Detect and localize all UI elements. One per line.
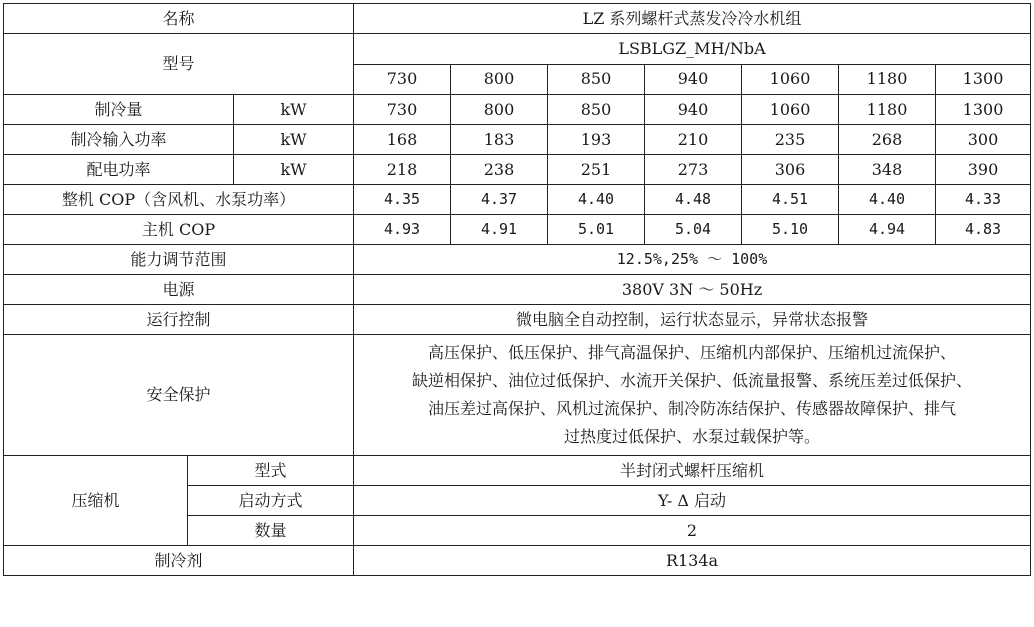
row-unit: kW <box>234 95 354 125</box>
row-value: 168 <box>354 125 451 155</box>
row-value: 4.35 <box>354 185 451 215</box>
row-value: 235 <box>742 125 839 155</box>
row-label: 安全保护 <box>4 335 354 456</box>
row-value: 300 <box>936 125 1031 155</box>
row-label: 启动方式 <box>188 486 354 516</box>
row-value: 4.91 <box>451 215 548 245</box>
model-variant: 1180 <box>839 64 936 95</box>
row-value: 4.33 <box>936 185 1031 215</box>
row-value: 4.83 <box>936 215 1031 245</box>
power-supply-value: 380V 3N ～ 50Hz <box>354 275 1031 305</box>
row-value: 238 <box>451 155 548 185</box>
row-value: 183 <box>451 125 548 155</box>
title-label: 名称 <box>4 4 354 34</box>
power-supply-row <box>4 275 1031 305</box>
input-power-row <box>4 125 1031 155</box>
safety-line: 过热度过低保护、水泵过载保护等。 <box>564 427 821 446</box>
compressor-type-row <box>4 456 1031 486</box>
title-value: LZ 系列螺杆式蒸发冷冷水机组 <box>354 4 1031 34</box>
row-label: 制冷输入功率 <box>4 125 234 155</box>
row-value: 800 <box>451 95 548 125</box>
row-unit: kW <box>234 155 354 185</box>
row-value: 4.37 <box>451 185 548 215</box>
row-value: 4.40 <box>548 185 645 215</box>
row-value: 348 <box>839 155 936 185</box>
row-value: 390 <box>936 155 1031 185</box>
row-label: 型式 <box>188 456 354 486</box>
model-series: LSBLGZ_MH/NbA <box>354 34 1031 65</box>
model-variant: 940 <box>645 64 742 95</box>
model-variant: 800 <box>451 64 548 95</box>
compressor-start-value: Y- Δ 启动 <box>354 486 1031 516</box>
row-value: 5.10 <box>742 215 839 245</box>
model-variant: 1300 <box>936 64 1031 95</box>
safety-line: 油压差过高保护、风机过流保护、制冷防冻结保护、传感器故障保护、排气 <box>428 399 957 418</box>
compressor-label: 压缩机 <box>4 456 188 546</box>
row-label: 主机 COP <box>4 215 354 245</box>
row-label: 运行控制 <box>4 305 354 335</box>
unit-cop-row <box>4 185 1031 215</box>
safety-line: 高压保护、低压保护、排气高温保护、压缩机内部保护、压缩机过流保护、 <box>428 343 957 362</box>
model-variant: 730 <box>354 64 451 95</box>
row-value: 1180 <box>839 95 936 125</box>
row-value: 251 <box>548 155 645 185</box>
control-row <box>4 305 1031 335</box>
row-label: 制冷量 <box>4 95 234 125</box>
main-cop-row <box>4 215 1031 245</box>
model-variant: 1060 <box>742 64 839 95</box>
row-value: 730 <box>354 95 451 125</box>
cooling-capacity-row <box>4 95 1031 125</box>
row-value: 4.94 <box>839 215 936 245</box>
row-value: 210 <box>645 125 742 155</box>
row-value: 4.40 <box>839 185 936 215</box>
compressor-type-value: 半封闭式螺杆压缩机 <box>354 456 1031 486</box>
row-value: 268 <box>839 125 936 155</box>
row-value: 193 <box>548 125 645 155</box>
model-variant: 850 <box>548 64 645 95</box>
row-label: 能力调节范围 <box>4 245 354 275</box>
row-label: 数量 <box>188 516 354 546</box>
refrigerant-row <box>4 546 1031 576</box>
model-label: 型号 <box>4 34 354 95</box>
row-value: 4.51 <box>742 185 839 215</box>
row-value: 273 <box>645 155 742 185</box>
safety-line: 缺逆相保护、油位过低保护、水流开关保护、低流量报警、系统压差过低保护、 <box>412 371 973 390</box>
row-value: 4.93 <box>354 215 451 245</box>
row-value: 4.48 <box>645 185 742 215</box>
spec-table <box>3 3 1031 576</box>
safety-row <box>4 335 1031 456</box>
row-unit: kW <box>234 125 354 155</box>
row-value: 1060 <box>742 95 839 125</box>
title-row <box>4 4 1031 34</box>
control-value: 微电脑全自动控制，运行状态显示，异常状态报警 <box>354 305 1031 335</box>
row-value: 5.01 <box>548 215 645 245</box>
row-label: 制冷剂 <box>4 546 354 576</box>
distribution-power-row <box>4 155 1031 185</box>
safety-value <box>354 335 1031 456</box>
capacity-range-value: 12.5%,25% ～ 100% <box>354 245 1031 275</box>
compressor-count-value: 2 <box>354 516 1031 546</box>
row-value: 1300 <box>936 95 1031 125</box>
row-label: 电源 <box>4 275 354 305</box>
row-label: 整机 COP（含风机、水泵功率） <box>4 185 354 215</box>
capacity-range-row <box>4 245 1031 275</box>
row-value: 306 <box>742 155 839 185</box>
row-value: 218 <box>354 155 451 185</box>
refrigerant-value: R134a <box>354 546 1031 576</box>
row-value: 940 <box>645 95 742 125</box>
row-label: 配电功率 <box>4 155 234 185</box>
model-row <box>4 34 1031 65</box>
row-value: 5.04 <box>645 215 742 245</box>
row-value: 850 <box>548 95 645 125</box>
